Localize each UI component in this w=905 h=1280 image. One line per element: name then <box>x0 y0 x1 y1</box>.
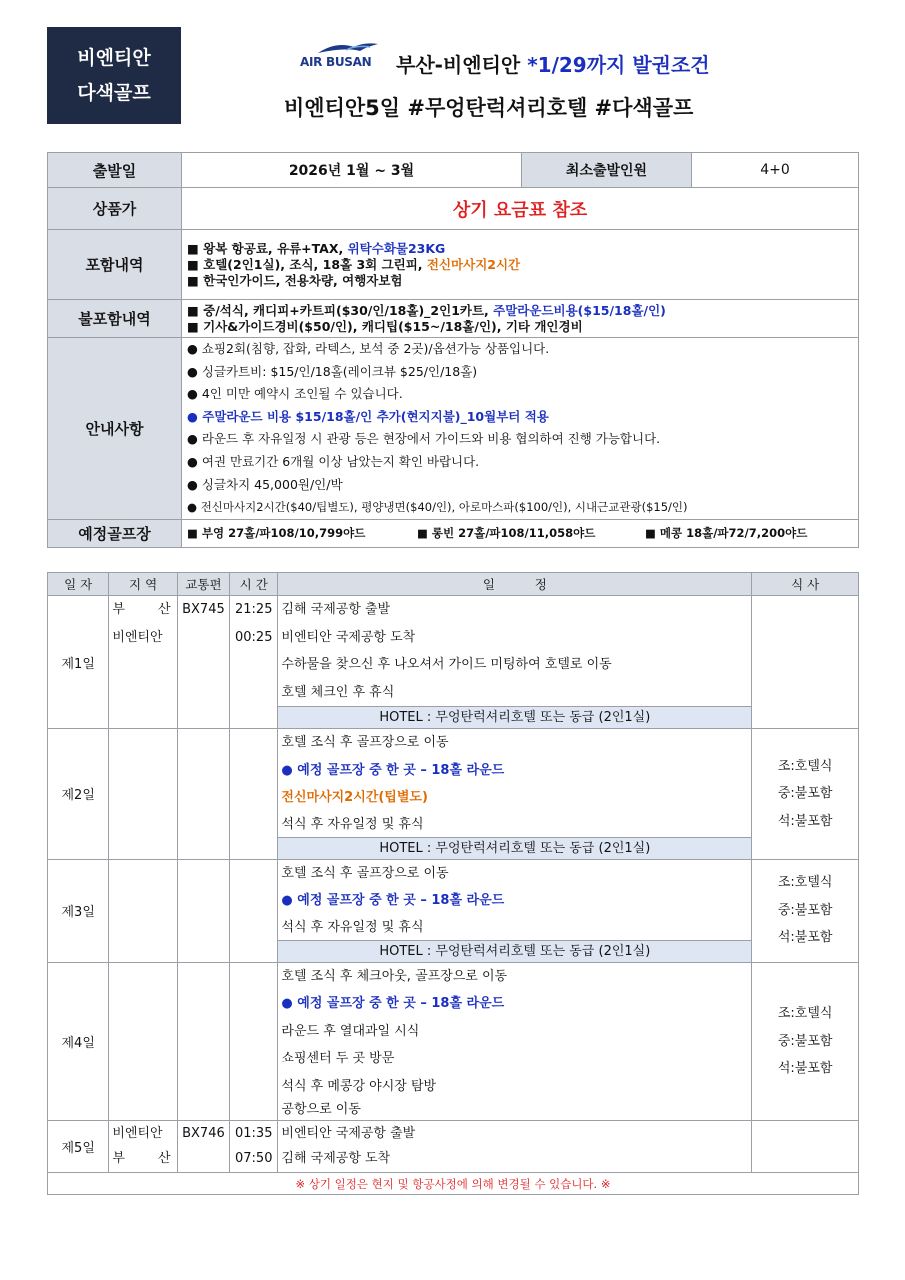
time-item: 07:50 <box>235 1151 273 1166</box>
note-item: ● 전신마사지2시간($40/팁별도), 평양냉면($40/인), 아로마스파($100/인), 시내근교관광($15/인) <box>187 500 688 515</box>
page-subtitle: 비엔티안5일 #무엉탄럭셔리호텔 #다색골프 <box>284 96 694 120</box>
time-cell <box>230 962 278 1121</box>
excluded-item: ■ 중/석식, 캐디피+카트피($30/인/18홀)_2인1카트, <box>187 302 494 318</box>
time-cell <box>230 859 278 962</box>
meal-cell <box>752 962 859 1121</box>
note-item: ● 싱글차지 45,000원/인/박 <box>187 476 343 492</box>
massage-line: 전신마사지2시간(팁별도) <box>281 790 428 805</box>
price-label: 상품가 <box>48 188 182 230</box>
itinerary-notice: ※ 상기 일정은 현지 및 항공사정에 의해 변경될 수 있습니다. ※ <box>48 1173 859 1195</box>
hotel-line: HOTEL : 무엉탄럭셔리호텔 또는 동급 (2인1실) <box>278 706 751 728</box>
day-label: 제3일 <box>48 859 109 962</box>
day-label: 제4일 <box>48 962 109 1121</box>
excluded-list <box>182 300 859 338</box>
meal-breakfast: 조:호텔식 <box>777 758 833 774</box>
plan-cell <box>278 859 752 962</box>
air-busan-logo <box>300 45 382 73</box>
course-item: ■ 부영 27홀/파108/10,799야드 <box>187 526 366 541</box>
itinerary-day-row <box>48 859 859 962</box>
notes-list <box>182 338 859 520</box>
meal-lunch: 중:불포함 <box>777 1033 833 1049</box>
badge-line-2: 다색골프 <box>77 81 151 104</box>
time-item: 01:35 <box>235 1126 273 1141</box>
day-label: 제5일 <box>48 1121 109 1173</box>
note-item: ● 라운드 후 자유일정 시 관광 등은 현장에서 가이드와 비용 협의하여 진행 가능합니다. <box>187 431 661 447</box>
note-item: ● 싱글카트비: $15/인/18홀(레이크뷰 $25/인/18홀) <box>187 363 478 379</box>
header-time: 시 간 <box>230 573 278 596</box>
itinerary-header-row <box>48 573 859 596</box>
included-item: ■ 왕복 항공료, 유류+TAX, <box>187 240 348 256</box>
plan-line: 김해 국제공항 출발 <box>281 602 391 617</box>
notice-row <box>48 1173 859 1195</box>
region-item: 비엔티안 <box>112 629 163 645</box>
flight-cell <box>177 962 229 1121</box>
region-cell <box>109 596 177 729</box>
plan-line: 비엔티안 국제공항 출발 <box>281 1126 416 1141</box>
meal-breakfast: 조:호텔식 <box>777 1006 833 1021</box>
time-cell <box>230 729 278 860</box>
included-label: 포함내역 <box>48 230 182 300</box>
excluded-label: 불포함내역 <box>48 300 182 338</box>
time-cell <box>230 596 278 729</box>
meal-lunch: 중:불포함 <box>777 902 833 918</box>
meal-cell <box>752 1121 859 1173</box>
excluded-item: ■ 기사&가이드경비($50/인), 캐디팁($15~/18홀/인), 기타 개인경비 <box>187 318 583 334</box>
plan-line: 호텔 조식 후 골프장으로 이동 <box>281 735 449 750</box>
golf-round-line: ● 예정 골프장 중 한 곳 – 18홀 라운드 <box>281 996 505 1011</box>
plan-line: 라운드 후 열대과일 시식 <box>281 1023 420 1039</box>
course-item: ■ 메콩 18홀/파72/7,200야드 <box>645 526 808 541</box>
note-item: ● 4인 미만 예약시 조인될 수 있습니다. <box>187 386 403 402</box>
itinerary-day-row <box>48 596 859 729</box>
header-transport: 교통편 <box>177 573 229 596</box>
flight-cell <box>177 729 229 860</box>
plan-line: 호텔 조식 후 체크아웃, 골프장으로 이동 <box>281 968 508 984</box>
meal-lunch: 중:불포함 <box>777 786 833 801</box>
plan-line: 호텔 체크인 후 휴식 <box>281 684 395 700</box>
meal-cell <box>752 596 859 729</box>
plan-line: 김해 국제공항 도착 <box>281 1151 391 1166</box>
price-value: 상기 요금표 참조 <box>182 188 859 230</box>
product-info-table <box>47 152 859 548</box>
plan-cell <box>278 962 752 1121</box>
note-item: ● 여권 만료기간 6개월 이상 남았는지 확인 바랍니다. <box>187 453 480 469</box>
itinerary-day-row <box>48 729 859 860</box>
region-item: 비엔티안 <box>112 1126 163 1141</box>
plan-line: 공항으로 이동 <box>281 1102 361 1117</box>
meal-dinner: 석:불포함 <box>777 1061 833 1076</box>
flight-cell <box>177 859 229 962</box>
included-item-highlight: 위탁수화물23KG <box>347 240 446 256</box>
logo-air: AIR <box>300 55 323 69</box>
plan-cell <box>278 729 752 860</box>
plan-line: 쇼핑센터 두 곳 방문 <box>281 1051 395 1066</box>
region-item: 부 산 <box>112 602 171 617</box>
header-plan: 일 정 <box>278 573 752 596</box>
min-people-value: 4+0 <box>692 153 859 188</box>
included-item: ■ 호텔(2인1실), 조식, 18홀 3회 그린피, <box>187 256 427 272</box>
title-route: 부산-비엔티안 <box>396 53 521 77</box>
included-item: ■ 한국인가이드, 전용차량, 여행자보험 <box>187 272 403 288</box>
plan-line: 석식 후 자유일정 및 휴식 <box>281 816 424 832</box>
brand-badge <box>47 27 181 124</box>
page-title <box>396 49 710 78</box>
plan-line: 석식 후 메콩강 야시장 탐방 <box>281 1078 437 1094</box>
title-condition: *1/29까지 발권조건 <box>527 53 710 77</box>
courses-list <box>182 519 859 547</box>
header-day: 일 자 <box>48 573 109 596</box>
region-item: 부 산 <box>112 1151 171 1166</box>
hotel-line: HOTEL : 무엉탄럭셔리호텔 또는 동급 (2인1실) <box>278 837 751 859</box>
golf-round-line: ● 예정 골프장 중 한 곳 – 18홀 라운드 <box>281 762 505 778</box>
plan-line: 비엔티안 국제공항 도착 <box>281 629 416 645</box>
day-label: 제2일 <box>48 729 109 860</box>
day-label: 제1일 <box>48 596 109 729</box>
plan-line: 호텔 조식 후 골프장으로 이동 <box>281 865 449 881</box>
badge-line-1: 비엔티안 <box>77 46 151 69</box>
plan-cell <box>278 596 752 729</box>
header-meal: 식 사 <box>752 573 859 596</box>
course-item: ■ 롱빈 27홀/파108/11,058야드 <box>417 526 596 541</box>
courses-label: 예정골프장 <box>48 519 182 547</box>
logo-busan: BUSAN <box>325 55 372 69</box>
note-item: ● 쇼핑2회(침향, 잡화, 라텍스, 보석 중 2곳)/옵션가능 상품입니다. <box>187 341 550 356</box>
meal-breakfast: 조:호텔식 <box>777 875 833 891</box>
meal-dinner: 석:불포함 <box>777 930 833 946</box>
region-cell <box>109 1121 177 1173</box>
included-item-highlight: 전신마사지2시간 <box>426 256 521 272</box>
golf-round-line: ● 예정 골프장 중 한 곳 – 18홀 라운드 <box>281 893 505 908</box>
meal-dinner: 석:불포함 <box>777 813 833 829</box>
notes-label: 안내사항 <box>48 338 182 520</box>
included-list <box>182 230 859 300</box>
header-region: 지 역 <box>109 573 177 596</box>
region-cell <box>109 962 177 1121</box>
region-cell <box>109 729 177 860</box>
itinerary-table <box>47 572 859 1195</box>
meal-cell <box>752 859 859 962</box>
itinerary-day-row <box>48 1121 859 1173</box>
min-people-label: 최소출발인원 <box>522 153 692 188</box>
plan-cell <box>278 1121 752 1173</box>
flight-number: BX746 <box>177 1121 229 1173</box>
departure-label: 출발일 <box>48 153 182 188</box>
time-item: 00:25 <box>235 629 273 645</box>
plan-line: 석식 후 자유일정 및 휴식 <box>281 919 424 935</box>
time-cell <box>230 1121 278 1173</box>
logo-text <box>300 55 371 69</box>
time-item: 21:25 <box>235 602 273 617</box>
departure-value: 2026년 1월 ~ 3월 <box>182 153 522 188</box>
meal-cell <box>752 729 859 860</box>
flight-number: BX745 <box>177 596 229 729</box>
excluded-item-highlight: 주말라운드비용($15/18홀/인) <box>493 302 666 318</box>
itinerary-day-row <box>48 962 859 1121</box>
hotel-line: HOTEL : 무엉탄럭셔리호텔 또는 동급 (2인1실) <box>278 940 751 962</box>
note-item-highlight: ● 주말라운드 비용 $15/18홀/인 추가(현지지불)_10월부터 적용 <box>187 408 549 424</box>
region-cell <box>109 859 177 962</box>
plan-line: 수하물을 찾으신 후 나오셔서 가이드 미팅하여 호텔로 이동 <box>281 657 612 672</box>
